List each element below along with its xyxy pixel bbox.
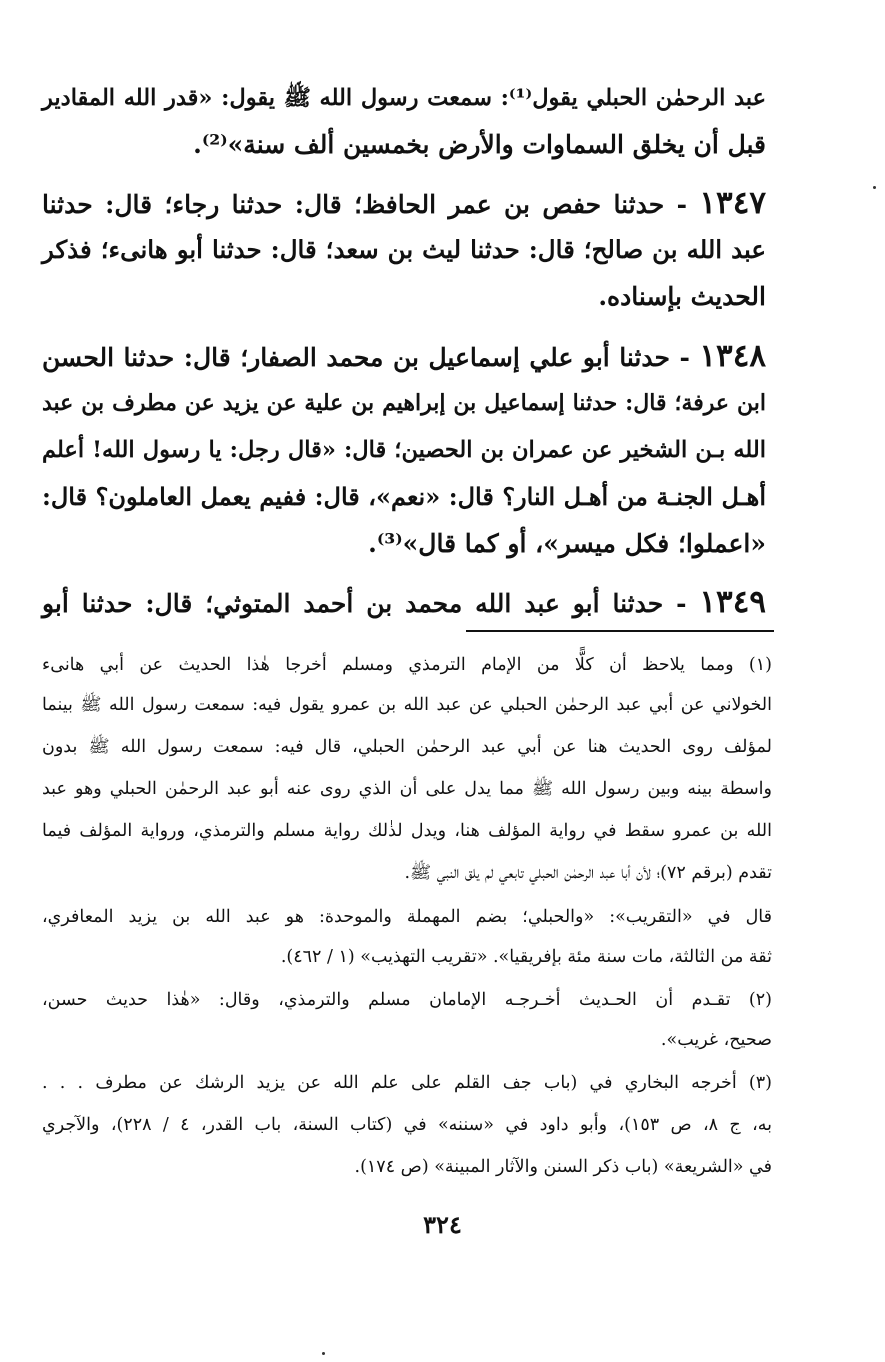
scan-speck (322, 1352, 325, 1355)
footnote-line: تقدم (برقم ٧٢)؛ لأن أبا عبد الرحمٰن الحبلي تابعي لم يلق النبي ﷺ. (404, 863, 772, 883)
main-text-line: «اعملوا؛ فكل ميسر»، أو كما قال»⁽³⁾. (368, 529, 766, 558)
footnote-line: قال في «التقريب»: «والحبلي؛ بضم المهملة والموحدة: هو عبد الله بن يزيد المعافري، (42, 907, 772, 927)
footnote-line: الخولاني عن أبي عبد الرحمٰن الحبلي عن عبد الله بن عمرو يقول فيه: سمعت رسول الله ﷺ بينما (42, 695, 772, 715)
footnote-line: به، ج ٨، ص ١٥٣)، وأبو داود في «سننه» في (كتاب السنة، باب القدر، ٤ / ٢٢٨)، والآجري (42, 1115, 772, 1135)
main-text-line: ابن عرفة؛ قال: حدثنا إسماعيل بن إبراهيم بن علية عن يزيد عن مطرف بن عبد (42, 390, 766, 416)
hadith-number: ١٣٤٨ (699, 338, 766, 374)
hadith-number: ١٣٤٧ (699, 185, 766, 221)
page-number: ٣٢٤ (423, 1210, 462, 1239)
footnote-separator (466, 630, 774, 632)
footnote-line: (١) ومما يلاحظ أن كلًّا من الإمام الترمذي ومسلم أخرجا هٰذا الحديث عن أبي هانىء (42, 655, 772, 675)
footnote-line: واسطة بينه وبين رسول الله ﷺ مما يدل على أن الذي روى عنه أبو عبد الرحمٰن الحبلي وهو عبد (42, 779, 772, 799)
footnote-line: صحيح، غريب». (660, 1030, 772, 1050)
scan-speck (873, 186, 876, 189)
hadith-1348-first-line (42, 336, 766, 376)
main-text-line: الحديث بإسناده. (598, 282, 766, 311)
main-text-line: عبد الرحمٰن الحبلي يقول⁽¹⁾: سمعت رسول الله ﷺ يقول: «قدر الله المقادير (42, 85, 766, 111)
hadith-text: - حدثنا أبو عبد الله محمد بن أحمد المتوثي؛ قال: حدثنا أبو (42, 589, 687, 618)
main-text-line: عبد الله بن صالح؛ قال: حدثنا ليث بن سعد؛ قال: حدثنا أبو هانىء؛ فذكر (42, 235, 766, 264)
hadith-text: - حدثنا أبو علي إسماعيل بن محمد الصفار؛ قال: حدثنا الحسن (42, 343, 690, 372)
footnote-line: الله بن عمرو سقط في رواية المؤلف هنا، ويدل لذٰلك رواية مسلم والترمذي، ورواية المؤلف فيما (42, 821, 772, 841)
footnote-line: لمؤلف روى الحديث هنا عن أبي عبد الرحمٰن الحبلي، قال فيه: سمعت رسول الله ﷺ بدون (42, 737, 772, 757)
footnote-line: في «الشريعة» (باب ذكر السنن والآثار المبينة» (ص ١٧٤). (354, 1157, 772, 1177)
footnote-line: (٣) أخرجه البخاري في (باب جف القلم على علم الله عن يزيد الرشك عن مطرف . . . (42, 1073, 772, 1093)
main-text-line: الله بـن الشخير عن عمران بن الحصين؛ قال: «قال رجل: يا رسول الله! أعلم (42, 437, 766, 463)
footnote-line: (٢) تقـدم أن الحـديث أخـرجـه الإمامان مسلم والترمذي، وقال: «هٰذا حديث حسن، (42, 990, 772, 1010)
main-text-line: أهـل الجنـة من أهـل النار؟ قال: «نعم»، قال: ففيم يعمل العاملون؟ قال: (42, 482, 766, 511)
main-text-line: قبل أن يخلق السماوات والأرض بخمسين ألف سنة»⁽²⁾. (193, 130, 766, 159)
hadith-1349-first-line (42, 582, 766, 622)
footnote-line: ثقة من الثالثة، مات سنة مئة بإفريقيا». «تقريب التهذيب» (١ / ٤٦٢). (280, 947, 772, 967)
hadith-text: - حدثنا حفص بن عمر الحافظ؛ قال: حدثنا رجاء؛ قال: حدثنا (42, 190, 687, 219)
hadith-1347-first-line (42, 183, 766, 223)
hadith-number: ١٣٤٩ (699, 584, 766, 620)
